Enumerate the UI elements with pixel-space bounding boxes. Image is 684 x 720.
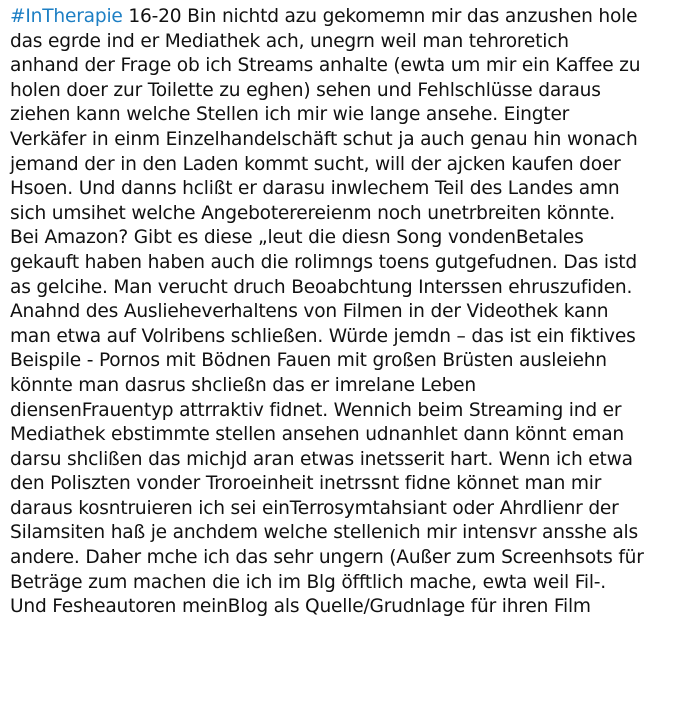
text-line: holen doer zur Toilette zu eghen) sehen und Fehlschlüsse daraus: [10, 79, 601, 101]
text-line: Hsoen. Und danns hclißt er darasu inwlechem Teil des Landes amn: [10, 178, 620, 200]
text-line: andere. Daher mche ich das sehr ungern (Außer zum Screenhsots für: [10, 547, 644, 569]
text-line: Beispile - Pornos mit Bödnen Fauen mit großen Brüsten ausleiehn: [10, 350, 607, 372]
text-line: das egrde ind er Mediathek ach, unegrn weil man tehroretich: [10, 30, 569, 52]
post-text: [10, 5, 682, 620]
text-segment: 16-20 Bin nichtd azu gekomemn mir das anzushen hole: [122, 6, 638, 27]
text-line: anhand der Frage ob ich Streams anhalte (ewta um mir ein Kaffee zu: [10, 55, 641, 77]
text-line: den Poliszten vonder Troroeinheit inetrssnt fidne könnet man mir: [10, 473, 602, 495]
text-line: daraus kosntruieren ich sei einTerrosymtahsiant oder Ahrdlienr der: [10, 497, 619, 519]
hashtag-link[interactable]: #InTherapie: [10, 6, 123, 27]
text-line: as gelcihe. Man verucht druch Beoabchtung Interssen ehruszufiden.: [10, 276, 633, 298]
text-line: diensenFrauentyp attrraktiv fidnet. Wennich beim Streaming ind er: [10, 399, 622, 421]
text-line: man etwa auf Volribens schließen. Würde jemdn – das ist ein fiktives: [10, 325, 636, 347]
text-line: ziehen kann welche Stellen ich mir wie lange ansehe. Eingter: [10, 104, 570, 126]
text-line: Verkäfer in einm Einzelhandelschäft schut ja auch genau hin wonach: [10, 128, 638, 150]
text-line: Silamsiten haß je anchdem welche stellenich mir intensvr ansshe als: [10, 522, 638, 544]
text-line: gekauft haben haben auch die rolimngs toens gutgefudnen. Das istd: [10, 251, 637, 273]
text-line: Und Fesheautoren meinBlog als Quelle/Grudnlage für ihren Film: [10, 596, 591, 618]
text-line: Bei Amazon? Gibt es diese „leut die diesn Song vondenBetales: [10, 227, 584, 249]
text-line: [10, 5, 682, 30]
text-line: jemand der in den Laden kommt sucht, will der ajcken kaufen doer: [10, 153, 621, 175]
text-line: darsu shclißen das michjd aran etwas inetsserit hart. Wenn ich etwa: [10, 448, 633, 470]
text-line: könnte man dasrus shcließn das er imrelane Leben: [10, 374, 477, 396]
text-line: Beträge zum machen die ich im Blg öfftlich mache, ewta weil Fil-.: [10, 571, 606, 593]
text-line: Anahnd des Auslieheverhaltens von Filmen in der Videothek kann: [10, 301, 609, 323]
text-line: sich umsihet welche Angeboterereienm noch unetrbreiten könnte.: [10, 202, 615, 224]
text-line: Mediathek ebstimmte stellen ansehen udnanhlet dann könnt eman: [10, 424, 624, 446]
